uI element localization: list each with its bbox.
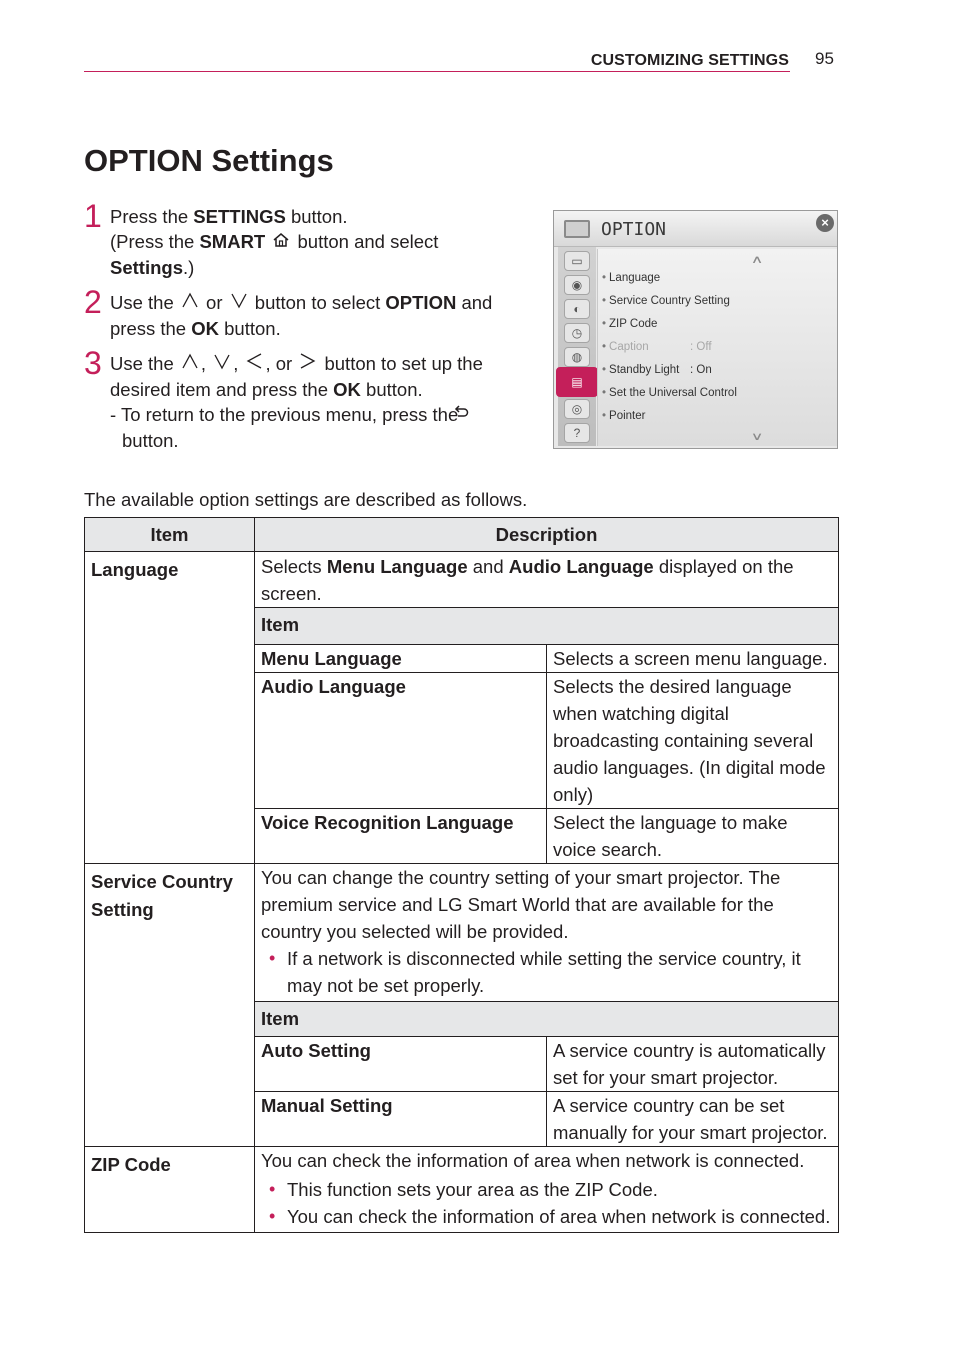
step-number: 1 — [84, 198, 102, 234]
down-arrow-icon — [230, 291, 248, 316]
desc-zip-text: You can check the information of area when network is connected. — [261, 1150, 805, 1171]
sound-icon[interactable]: ◉ — [564, 275, 590, 295]
table-row — [255, 1037, 838, 1092]
table-row — [85, 1147, 839, 1233]
sub-value: A service country can be set manually for your smart projector. — [547, 1092, 839, 1147]
menu-item-standby-light[interactable]: • Standby Light : On — [602, 364, 712, 376]
option-icon[interactable]: ▤ — [556, 367, 598, 397]
step-3 — [84, 345, 524, 453]
options-table — [84, 517, 839, 1233]
item-zip-code: ZIP Code — [85, 1147, 255, 1233]
menu-item-zip-code[interactable]: • ZIP Code — [602, 318, 658, 330]
sub-value: A service country is automatically set for your smart projector. — [547, 1037, 839, 1092]
step-1-line-3: Settings.) — [110, 257, 195, 278]
step-2 — [84, 284, 524, 341]
service-subtable — [255, 1001, 838, 1146]
table-row — [85, 864, 839, 1147]
menu-sidebar — [558, 247, 596, 446]
left-arrow-icon — [245, 352, 263, 377]
table-row — [255, 809, 838, 864]
down-arrow-icon — [213, 352, 231, 377]
menu-item-pointer[interactable]: • Pointer — [602, 410, 646, 422]
steps — [84, 196, 524, 453]
right-arrow-icon — [299, 352, 317, 377]
sub-key: Manual Setting — [255, 1092, 547, 1147]
section-title: CUSTOMIZING SETTINGS — [590, 52, 789, 69]
time-icon[interactable]: ◷ — [564, 323, 590, 343]
step-number: 2 — [84, 284, 102, 320]
step-1-line-2: (Press the SMART button and select — [110, 229, 524, 255]
table-row — [255, 1092, 838, 1147]
list-item: • If a network is disconnected while setting the service country, it may not be set properly. — [261, 945, 832, 999]
sub-key: Auto Setting — [255, 1037, 547, 1092]
table-header-description: Description — [255, 518, 839, 552]
menu-item-service-country[interactable]: • Service Country Setting — [602, 295, 730, 307]
step-1-line-1: Press the SETTINGS button. — [110, 206, 348, 227]
step-2-text: Use the or button to select OPTION and press the OK button. — [110, 292, 493, 339]
table-row — [255, 673, 838, 809]
step-3-note: - To return to the previous menu, press the button. — [110, 402, 524, 453]
sub-value: Selects a screen menu language. — [547, 645, 839, 673]
desc-language-text: Selects Menu Language and Audio Language displayed on the screen. — [261, 556, 794, 604]
chevron-down-icon[interactable]: ∨ — [750, 431, 764, 443]
lock-icon[interactable]: ◍ — [564, 347, 590, 367]
up-arrow-icon — [181, 291, 199, 316]
list-item: • This function sets your area as the ZIP Code. — [261, 1176, 832, 1203]
subtable-header: Item — [255, 1002, 838, 1037]
up-arrow-icon — [181, 352, 199, 377]
page-number: 95 — [815, 49, 834, 68]
setup-icon[interactable]: ◐ — [564, 299, 590, 319]
step-1 — [84, 198, 524, 280]
menu-panel — [597, 249, 837, 446]
table-row — [85, 552, 839, 864]
desc-zip-code — [255, 1147, 839, 1233]
chevron-up-icon[interactable]: ∧ — [750, 254, 764, 266]
sub-key: Menu Language — [255, 645, 547, 673]
back-icon — [465, 403, 469, 428]
menu-header — [554, 211, 837, 247]
picture-icon[interactable]: ▭ — [564, 251, 590, 271]
table-header-item: Item — [85, 518, 255, 552]
desc-service-text: You can change the country setting of your smart projector. The premium service and LG Smart World that are available for the country you selected will be provided. — [261, 867, 781, 942]
menu-item-language[interactable]: • Language — [602, 272, 661, 284]
menu-item-universal-control[interactable]: • Set the Universal Control — [602, 387, 737, 399]
network-icon[interactable]: ◎ — [564, 399, 590, 419]
page-title: OPTION Settings — [84, 143, 334, 178]
language-subtable — [255, 607, 838, 863]
menu-item-caption: • Caption : Off — [602, 341, 712, 353]
subtable-header: Item — [255, 608, 838, 645]
support-icon[interactable]: ? — [564, 423, 590, 443]
home-icon — [272, 230, 290, 255]
item-service-country: Service Country Setting — [85, 864, 255, 1147]
item-language: Language — [85, 552, 255, 864]
desc-service-country — [255, 864, 839, 1147]
close-icon[interactable]: × — [816, 214, 834, 232]
sub-value: Selects the desired language when watching digital broadcasting containing several audio languages. (In digital mode only) — [547, 673, 839, 809]
step-number: 3 — [84, 345, 102, 381]
zip-bullets — [255, 1176, 838, 1232]
desc-language — [255, 552, 839, 864]
header-rule — [84, 71, 790, 72]
step-3-text: Use the , , , or button to set up the desired item and press the OK button. — [110, 353, 483, 400]
toolbox-icon — [564, 220, 590, 238]
option-menu-screenshot — [553, 210, 838, 449]
table-row — [255, 645, 838, 673]
sub-key: Voice Recognition Language — [255, 809, 547, 864]
menu-title: OPTION — [601, 219, 667, 240]
list-item: • You can check the information of area when network is connected. — [261, 1203, 832, 1230]
sub-key: Audio Language — [255, 673, 547, 809]
intro-text: The available option settings are described as follows. — [84, 489, 528, 510]
sub-value: Select the language to make voice search. — [547, 809, 839, 864]
service-bullets — [255, 945, 838, 1001]
